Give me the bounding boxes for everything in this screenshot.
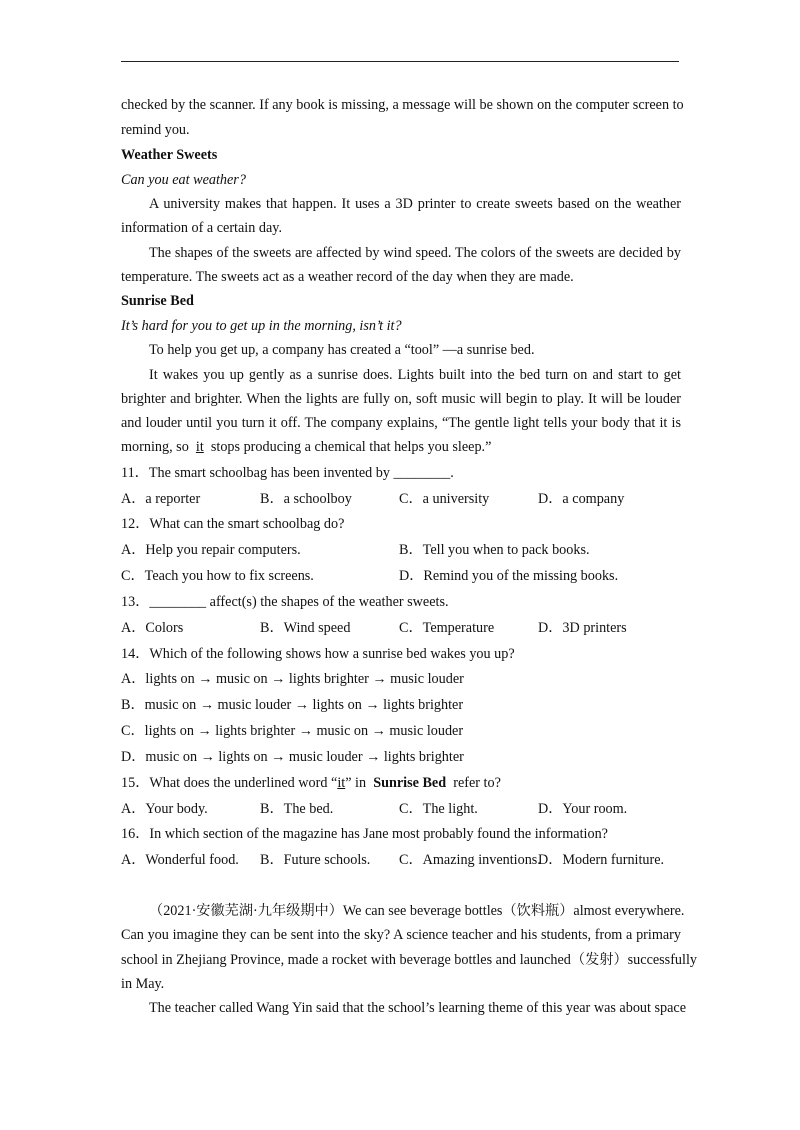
passage-line: checked by the scanner. If any book is missing, a message will be shown on the computer screen to [121, 97, 684, 113]
paragraph-line: A university makes that happen. It uses a 3D printer to create sweets based on the weather [149, 196, 681, 212]
q11-option-a: A．a reporter [121, 491, 201, 507]
q11-option-d: D．a company [538, 491, 625, 507]
q16-option-b: B．Future schools. [260, 852, 371, 868]
text-span: refer to? [453, 775, 501, 791]
paragraph-line: To help you get up, a company has created a “tool” —a sunrise bed. [149, 342, 535, 358]
q11-option-c: C．a university [399, 491, 490, 507]
q11-option-b: B．a schoolboy [260, 491, 352, 507]
text-span: morning, so [121, 439, 189, 455]
q13-option-b: B．Wind speed [260, 620, 351, 636]
q16-option-c: C．Amazing inventions. [399, 852, 541, 868]
underlined-word-it: it [195, 439, 204, 455]
text-span: 15．What does the underlined word “ [121, 775, 338, 791]
q14-option-c: C．lights on → lights brighter → music on → music louder [121, 723, 464, 739]
section-name-bold: Sunrise Bed [373, 775, 447, 791]
q15-option-b: B．The bed. [260, 801, 334, 817]
q12-option-c: C．Teach you how to fix screens. [121, 568, 314, 584]
q12-option-a: A．Help you repair computers. [121, 542, 301, 558]
passage-line: in May. [121, 976, 165, 992]
text-span: stops producing a chemical that helps you sleep.” [210, 439, 492, 455]
question-11-stem: 11．The smart schoolbag has been invented by ________. [121, 465, 454, 481]
q16-option-a: A．Wonderful food. [121, 852, 239, 868]
q14-option-b: B．music on → music louder → lights on → lights brighter [121, 697, 464, 713]
paragraph-line: and louder until you turn it off. The company explains, “The gentle light tells your body that it is [121, 415, 681, 431]
q15-option-a: A．Your body. [121, 801, 208, 817]
q13-option-d: D．3D printers [538, 620, 627, 636]
paragraph-line [121, 438, 681, 456]
question-14-stem: 14．Which of the following shows how a sunrise bed wakes you up? [121, 646, 515, 662]
question-16-stem: 16．In which section of the magazine has Jane most probably found the information? [121, 826, 608, 842]
q16-option-d: D．Modern furniture. [538, 852, 665, 868]
paragraph-line: The shapes of the sweets are affected by wind speed. The colors of the sweets are decided by [149, 245, 681, 261]
q14-option-d: D．music on → lights on → music louder → lights brighter [121, 749, 464, 765]
q12-option-d: D．Remind you of the missing books. [399, 568, 619, 584]
section-subheading: It’s hard for you to get up in the morning, isn’t it? [121, 318, 402, 334]
passage-line: Can you imagine they can be sent into the sky? A science teacher and his students, from a primary [121, 927, 681, 943]
question-13-stem: 13．________ affect(s) the shapes of the weather sweets. [121, 594, 449, 610]
passage-line: （2021·安徽芜湖·九年级期中）We can see beverage bottles（饮料瓶）almost everywhere. [149, 903, 685, 919]
section-heading-weather-sweets: Weather Sweets [121, 147, 218, 163]
q15-option-d: D．Your room. [538, 801, 628, 817]
question-15-stem [121, 774, 681, 792]
q13-option-a: A．Colors [121, 620, 184, 636]
passage-line: remind you. [121, 122, 190, 138]
section-heading-sunrise-bed: Sunrise Bed [121, 293, 194, 309]
question-12-stem: 12．What can the smart schoolbag do? [121, 516, 345, 532]
passage-line: school in Zhejiang Province, made a rocket with beverage bottles and launched（发射）successfully [121, 952, 698, 968]
q13-option-c: C．Temperature [399, 620, 495, 636]
paragraph-line: It wakes you up gently as a sunrise does. Lights built into the bed turn on and start to get [149, 367, 681, 383]
header-rule [121, 61, 679, 62]
paragraph-line: brighter and brighter. When the lights are fully on, soft music will begin to play. It will be louder [121, 391, 681, 407]
text-span: ” in [345, 775, 367, 791]
section-subheading: Can you eat weather? [121, 172, 246, 188]
paragraph-line: information of a certain day. [121, 220, 282, 236]
passage-line: The teacher called Wang Yin said that the school’s learning theme of this year was about space [149, 1000, 687, 1016]
paragraph-line: temperature. The sweets act as a weather record of the day when they are made. [121, 269, 574, 285]
q12-option-b: B．Tell you when to pack books. [399, 542, 590, 558]
underlined-word-it: it [337, 775, 346, 791]
q15-option-c: C．The light. [399, 801, 478, 817]
q14-option-a: A．lights on → music on → lights brighter → music louder [121, 671, 464, 687]
